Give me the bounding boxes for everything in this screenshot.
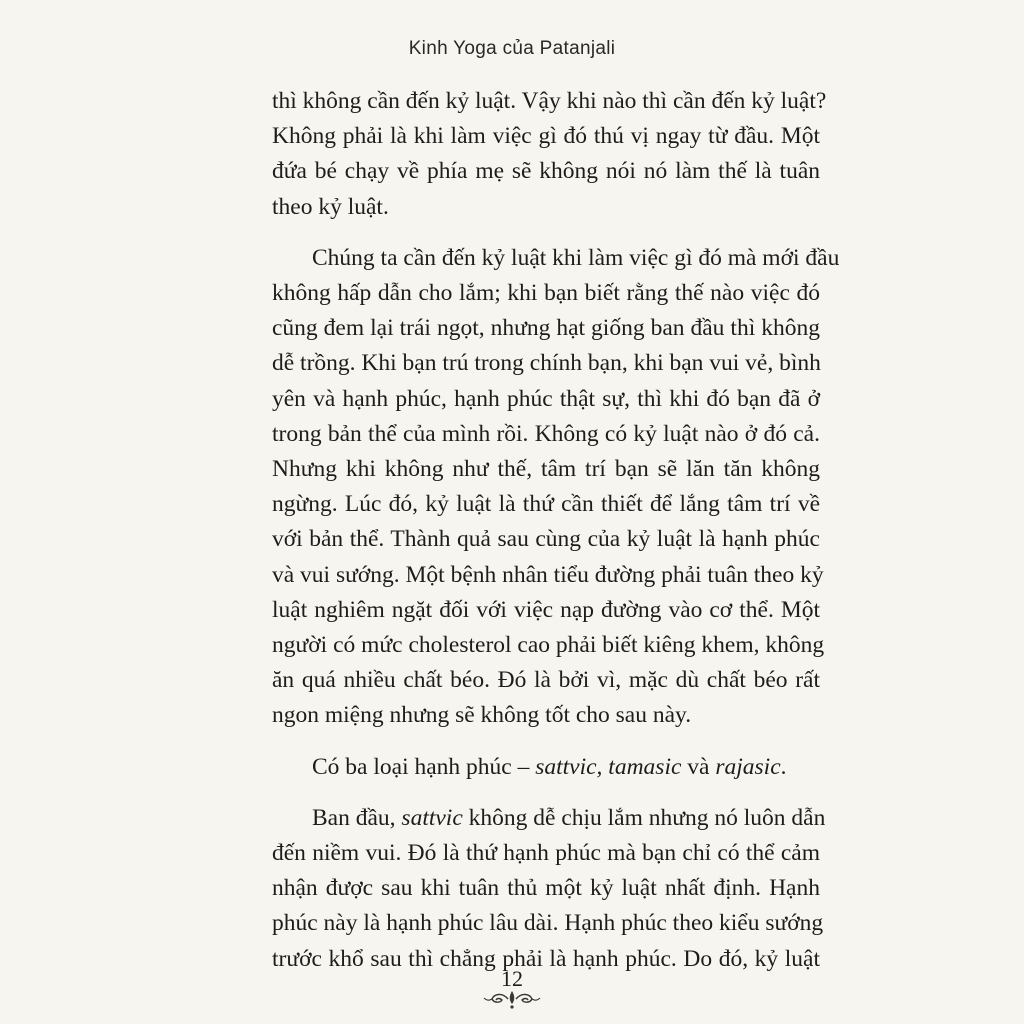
page-number: 12 [501,966,523,991]
text-segment: Có ba loại hạnh phúc – [312,753,536,780]
text-line: cũng đem lại trái ngọt, nhưng hạt giống ban đầu thì không [272,315,820,342]
paragraph-3 [272,750,820,785]
flourish-ornament-icon [482,988,542,1010]
text-line: phúc này là hạnh phúc lâu dài. Hạnh phúc theo kiểu sướng [272,910,824,937]
text-line: luật nghiêm ngặt đối với việc nạp đường vào cơ thể. Một [272,596,820,623]
text-line: không hấp dẫn cho lắm; khi bạn biết rằng thế nào việc đó [272,280,820,307]
text-segment: . [780,753,787,780]
text-line: Chúng ta cần đến kỷ luật khi làm việc gì đó mà mới đầu [312,244,840,271]
text-line: với bản thể. Thành quả sau cùng của kỷ luật là hạnh phúc [272,526,820,553]
text-line: trước khổ sau thì chẳng phải là hạnh phúc. Do đó, kỷ luật [272,945,820,972]
text-line: trong bản thể của mình rồi. Không có kỷ luật nào ở đó cả. [272,420,820,447]
text-line: đứa bé chạy về phía mẹ sẽ không nói nó làm thế là tuân [272,158,820,185]
text-line: nhận được sau khi tuân thủ một kỷ luật nhất định. Hạnh [272,875,820,902]
italic-term: rajasic [715,753,781,780]
text-line: người có mức cholesterol cao phải biết kiêng khem, không [272,632,825,659]
text-line: ngon miệng nhưng sẽ không tốt cho sau này. [272,702,692,729]
text-line: đến niềm vui. Đó là thứ hạnh phúc mà bạn chỉ có thể cảm [272,840,820,867]
paragraph-4 [272,801,826,977]
paragraph-2 [272,241,840,734]
text-line: yên và hạnh phúc, hạnh phúc thật sự, thì khi đó bạn đã ở [272,385,820,412]
text-segment: và [681,753,716,780]
text-line [272,801,826,836]
text-line: dễ trồng. Khi bạn trú trong chính bạn, khi bạn vui vẻ, bình [272,350,821,377]
running-head: Kinh Yoga của Patanjali [408,38,616,59]
text-line: và vui sướng. Một bệnh nhân tiểu đường phải tuân theo kỷ [272,561,824,588]
text-line [272,750,820,785]
text-line: thì không cần đến kỷ luật. Vậy khi nào thì cần đến kỷ luật? [272,88,827,114]
italic-term: sattvic, tamasic [535,753,682,780]
paragraph-1 [272,84,827,225]
text-line: theo kỷ luật. [272,193,389,220]
body-text [272,84,840,993]
text-line: Không phải là khi làm việc gì đó thú vị ngay từ đầu. Một [272,123,820,150]
text-line: Nhưng khi không như thế, tâm trí bạn sẽ lăn tăn không [272,456,820,483]
italic-term: sattvic [401,804,463,831]
text-segment: không dễ chịu lắm nhưng nó luôn dẫn [462,804,826,831]
text-line: ăn quá nhiều chất béo. Đó là bởi vì, mặc dù chất béo rất [272,667,820,694]
text-segment: Ban đầu, [312,804,402,831]
text-line: ngừng. Lúc đó, kỷ luật là thứ cần thiết để lắng tâm trí về [272,491,820,518]
